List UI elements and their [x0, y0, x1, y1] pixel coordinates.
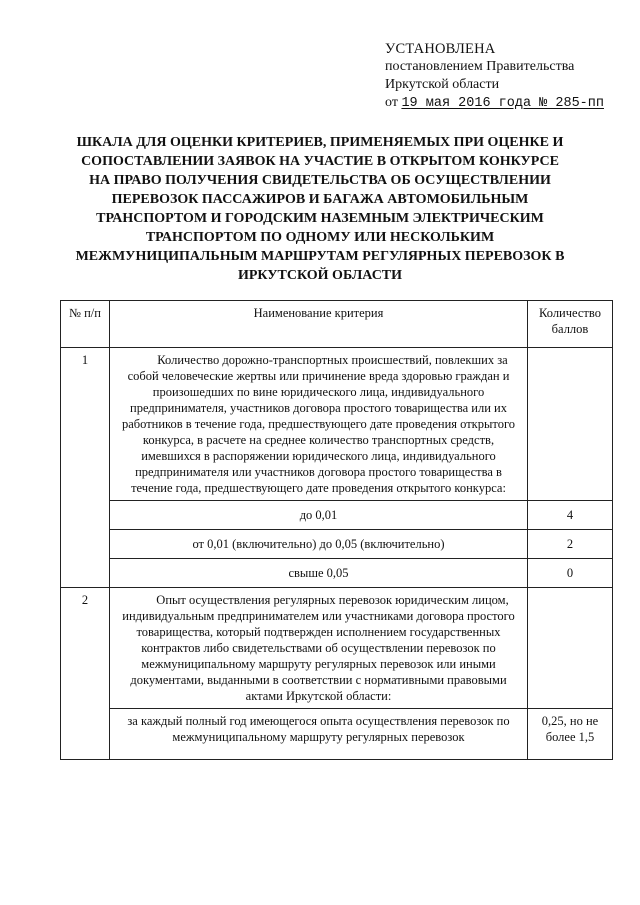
criterion-2-row	[61, 588, 613, 709]
approval-date-line	[385, 94, 604, 113]
approval-date-prefix: от	[385, 95, 398, 110]
criterion-2-text: Опыт осуществления регулярных перевозок юридическим лицом, индивидуальным предпринимателем или участниками договора простого товарищества, который подтвержден исполнением государственных контрактов либо свидетельствами об осуществлении перевозок по межмуниципальному маршруту регулярных перевозок или иными документами, выданными в соответствии с нормативными правовыми актами Иркутской области:	[110, 588, 528, 709]
criterion-1-option-1-row	[61, 501, 613, 530]
header-name: Наименование критерия	[110, 301, 528, 348]
approval-stamp	[385, 40, 604, 113]
criterion-1-text: Количество дорожно-транспортных происшествий, повлекших за собой человеческие жертвы или причинение вреда здоровью граждан и произошедших по вине юридического лица, индивидуального предпринимателя, участников договора простого товарищества или их работников в течение года, предшествующего дате проведения открытого конкурса, в расчете на среднее количество транспортных средств, имевшихся в распоряжении юридического лица, индивидуального предпринимателя или участников договора простого товарищества в течение года, предшествующего дате проведения открытого конкурса:	[110, 348, 528, 501]
criterion-1-option-2-score: 2	[528, 530, 613, 559]
document-title: ШКАЛА ДЛЯ ОЦЕНКИ КРИТЕРИЕВ, ПРИМЕНЯЕМЫХ ПРИ ОЦЕНКЕ И СОПОСТАВЛЕНИИ ЗАЯВОК НА УЧАСТИЕ В ОТКРЫТОМ КОНКУРСЕ НА ПРАВО ПОЛУЧЕНИЯ СВИДЕТЕЛЬСТВА ОБ ОСУЩЕСТВЛЕНИИ ПЕРЕВОЗОК ПАССАЖИРОВ И БАГАЖА АВТОМОБИЛЬНЫМ ТРАНСПОРТОМ И ГОРОДСКИМ НАЗЕМНЫМ ЭЛЕКТРИЧЕСКИМ ТРАНСПОРТОМ ПО ОДНОМУ ИЛИ НЕСКОЛЬКИМ МЕЖМУНИЦИПАЛЬНЫМ МАРШРУТАМ РЕГУЛЯРНЫХ ПЕРЕВОЗОК В ИРКУТСКОЙ ОБЛАСТИ	[75, 135, 565, 283]
criterion-1-score-empty	[528, 348, 613, 501]
criterion-2-option-1-label: за каждый полный год имеющегося опыта осуществления перевозок по межмуниципальному маршруту регулярных перевозок	[110, 709, 528, 760]
header-num: № п/п	[61, 301, 110, 348]
criterion-1-option-2-label: от 0,01 (включительно) до 0,05 (включительно)	[110, 530, 528, 559]
criterion-2-score-empty	[528, 588, 613, 709]
criterion-1-option-2-row	[61, 530, 613, 559]
approval-date-value: 19 мая 2016 года № 285-пп	[401, 96, 604, 111]
criterion-1-option-1-label: до 0,01	[110, 501, 528, 530]
criterion-2-option-1-score: 0,25, но не более 1,5	[528, 709, 613, 760]
header-score: Количество баллов	[528, 301, 613, 348]
approval-issuer: постановлением Правительства	[385, 59, 575, 74]
approval-region: Иркутской области	[385, 77, 500, 92]
criterion-1-option-3-label: свыше 0,05	[110, 559, 528, 588]
criteria-table	[60, 300, 613, 760]
criterion-1-num: 1	[61, 348, 110, 588]
approval-heading: УСТАНОВЛЕНА	[385, 41, 496, 57]
criterion-2-option-1-row	[61, 709, 613, 760]
criterion-1-option-1-score: 4	[528, 501, 613, 530]
table-header-row	[61, 301, 613, 348]
criterion-1-option-3-score: 0	[528, 559, 613, 588]
criterion-2-num: 2	[61, 588, 110, 760]
criterion-1-option-3-row	[61, 559, 613, 588]
criterion-1-row	[61, 348, 613, 501]
